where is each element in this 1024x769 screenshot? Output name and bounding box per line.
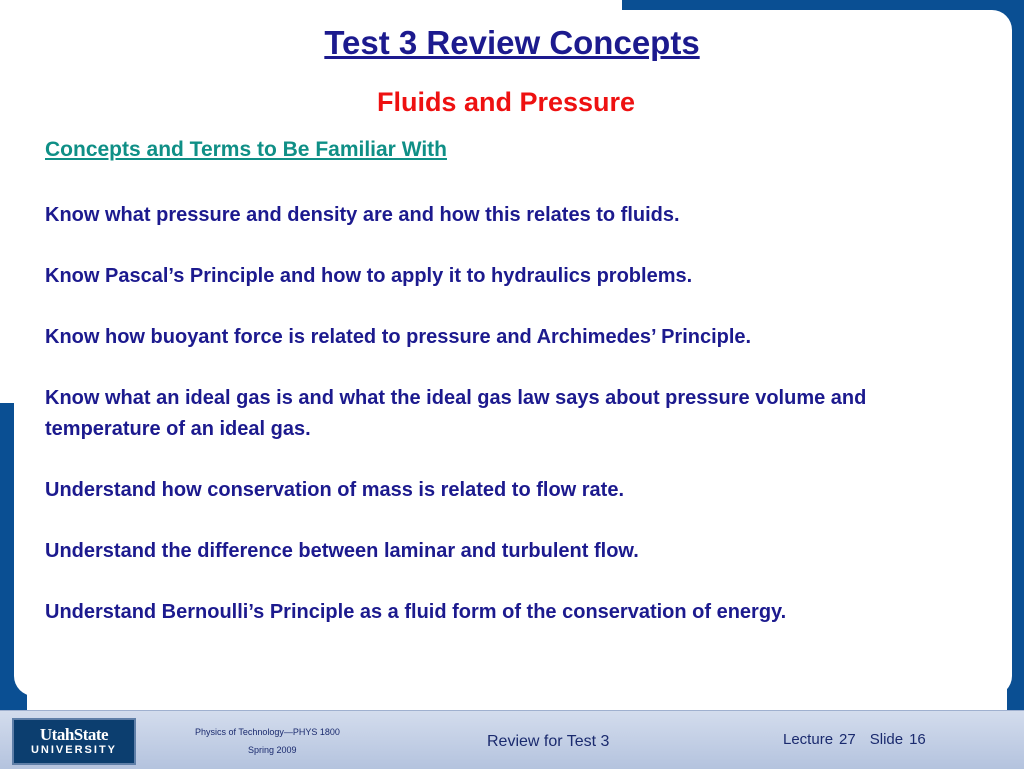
concept-item-laminar-turbulent: Understand the difference between laminar and turbulent flow. [45,540,639,562]
slide-title: Test 3 Review Concepts [324,24,700,61]
logo-subtext: UNIVERSITY [30,744,117,756]
footer-slide-info [783,731,926,748]
footer-course: Physics of Technology—PHYS 1800 [195,727,340,737]
lecture-number: 27 [839,731,856,748]
university-logo [12,718,136,765]
slide-label: Slide [869,731,904,748]
concept-item-conservation-mass: Understand how conservation of mass is related to flow rate. [45,479,625,501]
footer-title: Review for Test 3 [487,733,610,750]
concept-item-buoyant-force: Know how buoyant force is related to pressure and Archimedes’ Principle. [45,326,752,348]
slide-number: 16 [909,731,926,748]
logo-wordmark: UtahState [39,725,109,744]
concept-item-bernoulli: Understand Bernoulli’s Principle as a fluid form of the conservation of energy. [45,601,787,623]
slide-subtitle: Fluids and Pressure [376,87,636,117]
concept-item-ideal-gas: Know what an ideal gas is and what the ideal gas law says about pressure volume and temperature of an ideal gas. [45,387,867,440]
slide-footer [0,710,1024,769]
concept-item-pressure-density: Know what pressure and density are and how this relates to fluids. [45,204,680,226]
lecture-label: Lecture [783,731,834,748]
footer-term: Spring 2009 [248,745,297,755]
section-heading: Concepts and Terms to Be Familiar With [45,138,447,161]
concept-item-pascal: Know Pascal’s Principle and how to apply it to hydraulics problems. [45,265,693,287]
